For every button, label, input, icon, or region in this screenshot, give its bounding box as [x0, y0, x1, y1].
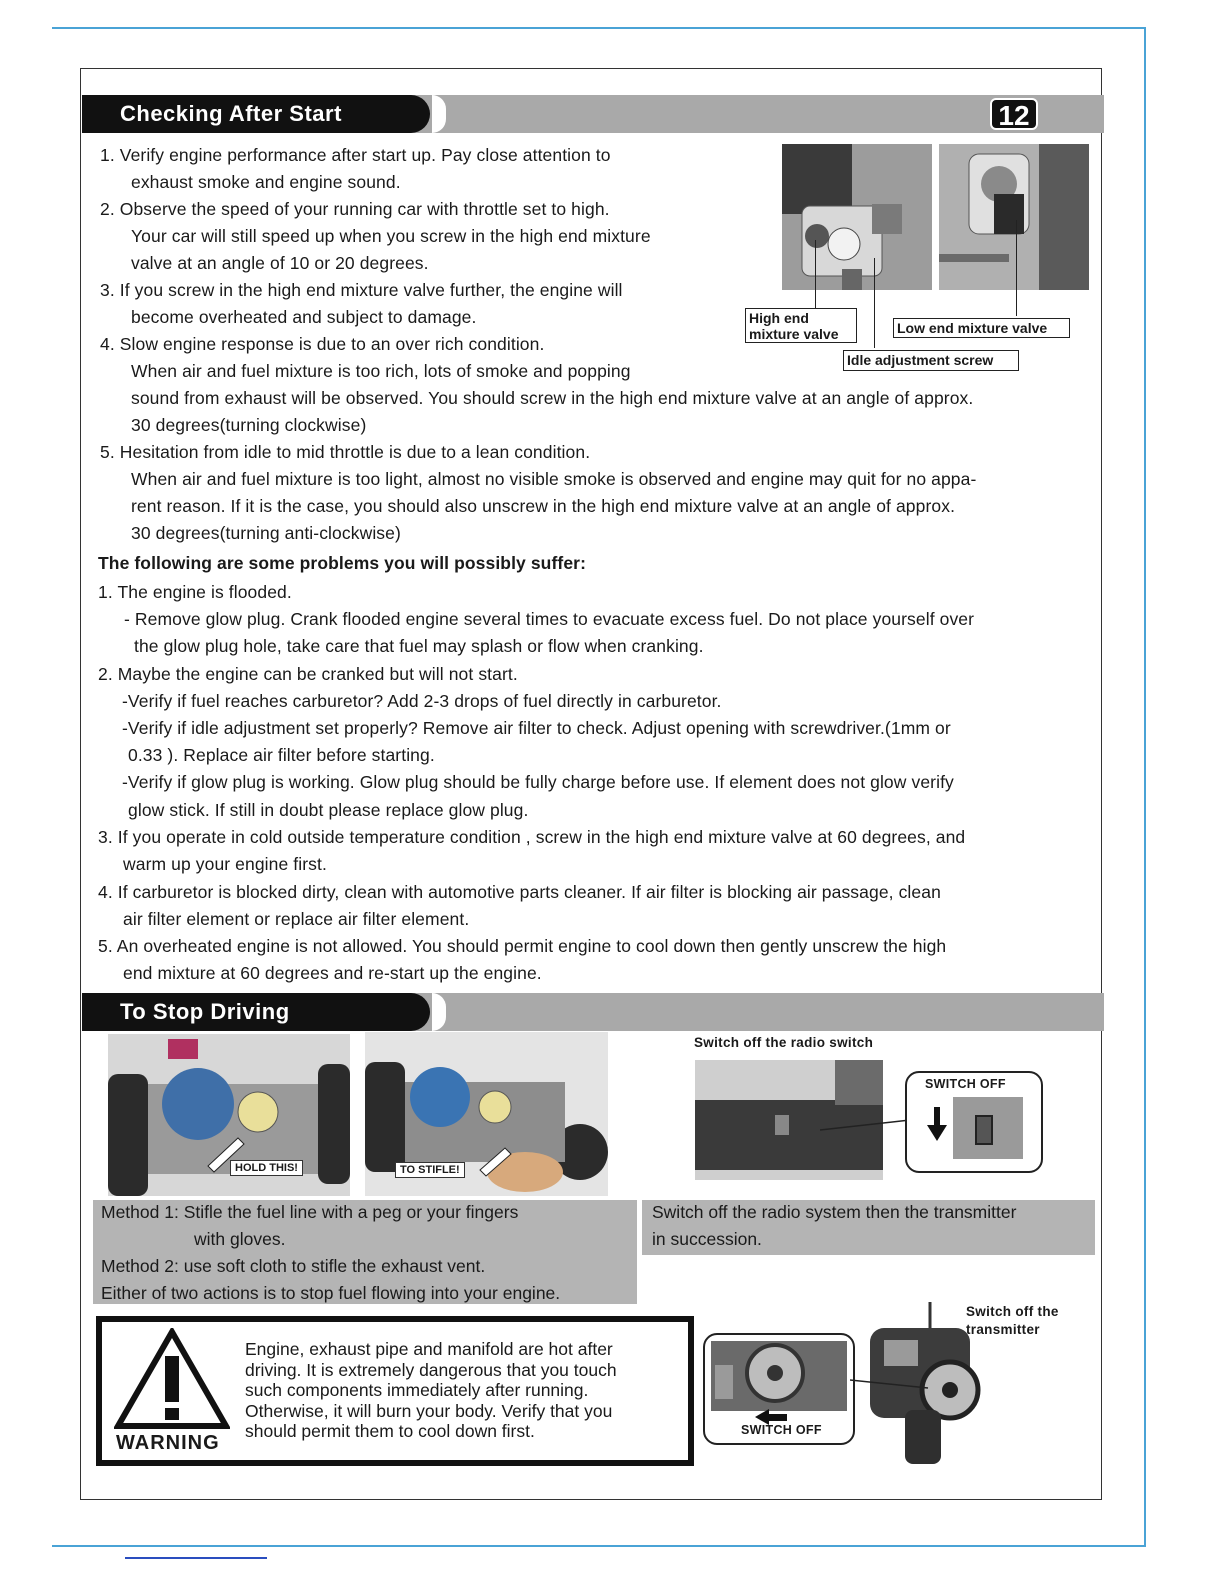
arrow-down-icon	[927, 1107, 947, 1141]
step-line: When air and fuel mixture is too rich, lots of smoke and popping	[131, 361, 631, 381]
engine-photo-right	[939, 144, 1089, 290]
engine-right-illustration	[939, 144, 1089, 290]
problem-line: - Remove glow plug. Crank flooded engine several times to evacuate excess fuel. Do not place yourself over	[124, 609, 975, 629]
header-swoosh	[432, 993, 446, 1031]
problem-line: 1. The engine is flooded.	[98, 582, 292, 602]
warning-label: WARNING	[116, 1432, 220, 1454]
callout-high-end	[745, 308, 857, 343]
warning-line: driving. It is extremely dangerous that you touch	[245, 1360, 617, 1380]
problem-line: 2. Maybe the engine can be cranked but will not start.	[98, 664, 518, 684]
page-bottom-rule	[52, 1545, 1146, 1547]
page-footer-stub	[125, 1557, 267, 1559]
step-line: valve at an angle of 10 or 20 degrees.	[131, 253, 429, 273]
step-line: rent reason. If it is the case, you should also unscrew in the high end mixture valve at an angle of approx.	[131, 496, 956, 516]
problems-heading: The following are some problems you will possibly suffer:	[98, 553, 587, 573]
warning-line: should permit them to cool down first.	[245, 1421, 535, 1441]
problem-line: -Verify if idle adjustment set properly? Remove air filter to check. Adjust opening with screwdriver.(1mm or	[122, 718, 951, 738]
engine-photo-left	[782, 144, 932, 290]
step-line: Your car will still speed up when you screw in the high end mixture	[131, 226, 651, 246]
problem-line: the glow plug hole, take care that fuel may splash or flow when cranking.	[134, 636, 704, 656]
step-line: sound from exhaust will be observed. You should screw in the high end mixture valve at an angle of approx.	[131, 388, 974, 408]
step-line: 30 degrees(turning anti-clockwise)	[131, 523, 401, 543]
problem-line: -Verify if glow plug is working. Glow plug should be fully charge before use. If element does not glow verify	[122, 772, 954, 792]
engine-left-illustration	[782, 144, 932, 290]
page-right-rule	[1144, 27, 1146, 1547]
warning-line: Otherwise, it will burn your body. Verify that you	[245, 1401, 613, 1421]
step-line: 4. Slow engine response is due to an over rich condition.	[100, 334, 545, 354]
callout-idle: Idle adjustment screw	[843, 350, 1019, 371]
problem-line: -Verify if fuel reaches carburetor? Add 2-3 drops of fuel directly in carburetor.	[122, 691, 722, 711]
problem-line: air filter element or replace air filter element.	[123, 909, 470, 929]
warning-box	[96, 1316, 694, 1466]
radio-note-line: in succession.	[652, 1229, 762, 1249]
leader-line-low	[1016, 220, 1017, 316]
step-line: 2. Observe the speed of your running car with throttle set to high.	[100, 199, 610, 219]
warning-triangle-icon	[114, 1328, 230, 1432]
transmitter-illustration	[850, 1300, 990, 1464]
step-line: exhaust smoke and engine sound.	[131, 172, 401, 192]
transmitter-switch-inset	[703, 1333, 855, 1445]
method-line: Method 2: use soft cloth to stifle the exhaust vent.	[101, 1256, 486, 1276]
method-line: Either of two actions is to stop fuel flowing into your engine.	[101, 1283, 561, 1303]
stifle-tag: TO STIFLE!	[395, 1162, 465, 1178]
problem-line: warm up your engine first.	[123, 854, 327, 874]
problem-line: 4. If carburetor is blocked dirty, clean with automotive parts cleaner. If air filter is blocking air passage, clean	[98, 882, 941, 902]
header-swoosh	[432, 95, 446, 133]
section-header-checking	[82, 95, 1104, 133]
step-line: 1. Verify engine performance after start up. Pay close attention to	[100, 145, 611, 165]
method-line: Method 1: Stifle the fuel line with a peg or your fingers	[101, 1202, 519, 1222]
car-hold-illustration	[108, 1034, 350, 1196]
page-number: 12	[990, 98, 1038, 130]
problem-line: 0.33 ). Replace air filter before starting.	[128, 745, 435, 765]
car-photo-hold	[108, 1034, 350, 1196]
leader-line-high	[815, 240, 816, 308]
switch-closeup	[953, 1097, 1023, 1159]
warning-line: Engine, exhaust pipe and manifold are hot after	[245, 1339, 613, 1359]
callout-low-end: Low end mixture valve	[893, 318, 1070, 338]
radio-caption: Switch off the radio switch	[694, 1035, 874, 1050]
hold-tag: HOLD THIS!	[230, 1160, 303, 1176]
switch-off-label-2: SWITCH OFF	[741, 1423, 822, 1437]
step-line: become overheated and subject to damage.	[131, 307, 477, 327]
section-header-stop	[82, 993, 1104, 1031]
callout-high-end-line2: mixture valve	[749, 326, 839, 342]
problem-line: 5. An overheated engine is not allowed. You should permit engine to cool down then gently unscrew the high	[98, 936, 947, 956]
step-line: 3. If you screw in the high end mixture valve further, the engine will	[100, 280, 623, 300]
section-title: To Stop Driving	[82, 993, 430, 1031]
switch-toggle	[975, 1115, 993, 1145]
callout-high-end-line1: High end	[749, 310, 809, 326]
switch-off-inset	[905, 1071, 1043, 1173]
problem-line: end mixture at 60 degrees and re-start up the engine.	[123, 963, 542, 983]
method-line: with gloves.	[194, 1229, 286, 1249]
step-line: 5. Hesitation from idle to mid throttle is due to a lean condition.	[100, 442, 591, 462]
step-line: 30 degrees(turning clockwise)	[131, 415, 367, 435]
car-photo-stifle	[365, 1032, 608, 1196]
transmitter-caption-line1: Switch off the	[966, 1304, 1059, 1319]
problem-line: 3. If you operate in cold outside temperature condition , screw in the high end mixture valve at 60 degrees, and	[98, 827, 966, 847]
switch-off-label: SWITCH OFF	[925, 1077, 1006, 1091]
problem-line: glow stick. If still in doubt please replace glow plug.	[128, 800, 529, 820]
warning-line: such components immediately after running.	[245, 1380, 589, 1400]
leader-line-idle	[874, 258, 875, 348]
step-line: When air and fuel mixture is too light, almost no visible smoke is observed and engine may quit for no appa-	[131, 469, 977, 489]
page-top-rule	[52, 27, 1146, 29]
radio-note-line: Switch off the radio system then the transmitter	[652, 1202, 1017, 1222]
section-title: Checking After Start	[82, 95, 430, 133]
transmitter-caption-line2: transmitter	[966, 1322, 1040, 1337]
